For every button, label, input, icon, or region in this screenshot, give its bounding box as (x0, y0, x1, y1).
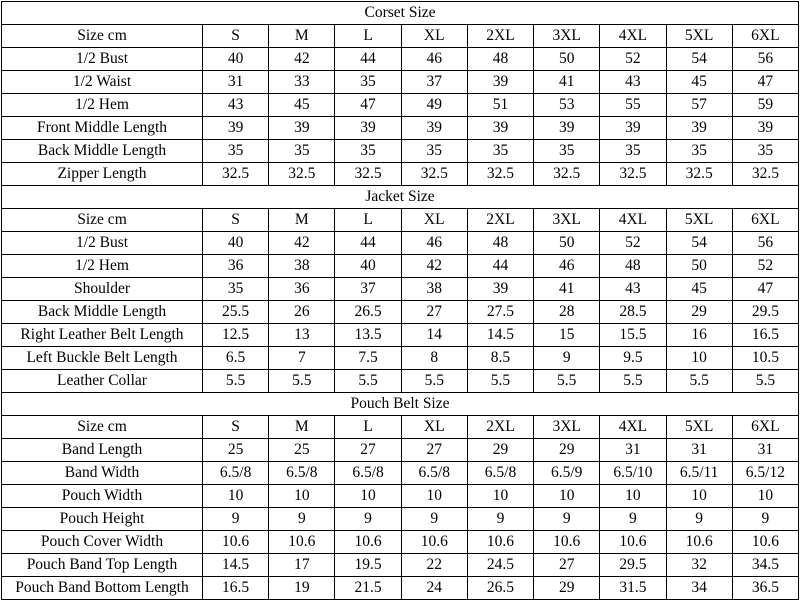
pouch-belt-size-header-row (2, 416, 799, 439)
measurement-cell: 39 (335, 117, 401, 140)
measurement-cell: 29.5 (600, 554, 666, 577)
measurement-cell: 35 (732, 140, 798, 163)
row-label: Back Middle Length (2, 301, 203, 324)
table-row (2, 347, 799, 370)
row-label: Zipper Length (2, 163, 203, 186)
column-header-unit: Size cm (2, 209, 203, 232)
measurement-cell: 50 (534, 232, 600, 255)
column-header-size: M (269, 416, 335, 439)
measurement-cell: 38 (401, 278, 467, 301)
measurement-cell: 9 (203, 508, 269, 531)
measurement-cell: 16 (666, 324, 732, 347)
measurement-cell: 13 (269, 324, 335, 347)
measurement-cell: 55 (600, 94, 666, 117)
measurement-cell: 43 (600, 278, 666, 301)
corset-size-title-row (2, 2, 799, 25)
measurement-cell: 31.5 (600, 577, 666, 600)
measurement-cell: 10 (732, 485, 798, 508)
measurement-cell: 9 (600, 508, 666, 531)
measurement-cell: 39 (732, 117, 798, 140)
table-row (2, 163, 799, 186)
column-header-size: 3XL (534, 416, 600, 439)
jacket-size-title: Jacket Size (2, 186, 799, 209)
measurement-cell: 6.5/12 (732, 462, 798, 485)
measurement-cell: 34 (666, 577, 732, 600)
measurement-cell: 6.5 (203, 347, 269, 370)
column-header-size: 2XL (467, 416, 533, 439)
measurement-cell: 52 (732, 255, 798, 278)
measurement-cell: 25 (203, 439, 269, 462)
measurement-cell: 54 (666, 48, 732, 71)
measurement-cell: 8 (401, 347, 467, 370)
measurement-cell: 50 (666, 255, 732, 278)
measurement-cell: 15.5 (600, 324, 666, 347)
measurement-cell: 52 (600, 232, 666, 255)
measurement-cell: 10 (401, 485, 467, 508)
measurement-cell: 46 (534, 255, 600, 278)
measurement-cell: 10.6 (401, 531, 467, 554)
table-row (2, 71, 799, 94)
column-header-size: 3XL (534, 25, 600, 48)
measurement-cell: 38 (269, 255, 335, 278)
measurement-cell: 10.6 (269, 531, 335, 554)
measurement-cell: 24.5 (467, 554, 533, 577)
column-header-unit: Size cm (2, 25, 203, 48)
corset-size-header-row (2, 25, 799, 48)
row-label: Right Leather Belt Length (2, 324, 203, 347)
corset-size-title: Corset Size (2, 2, 799, 25)
measurement-cell: 48 (600, 255, 666, 278)
table-row (2, 94, 799, 117)
measurement-cell: 10 (335, 485, 401, 508)
measurement-cell: 35 (401, 140, 467, 163)
measurement-cell: 36.5 (732, 577, 798, 600)
measurement-cell: 6.5/10 (600, 462, 666, 485)
measurement-cell: 32.5 (732, 163, 798, 186)
measurement-cell: 36 (269, 278, 335, 301)
measurement-cell: 10.6 (666, 531, 732, 554)
measurement-cell: 5.5 (269, 370, 335, 393)
column-header-size: XL (401, 25, 467, 48)
measurement-cell: 31 (203, 71, 269, 94)
column-header-size: 2XL (467, 25, 533, 48)
measurement-cell: 59 (732, 94, 798, 117)
measurement-cell: 40 (203, 232, 269, 255)
measurement-cell: 27 (401, 439, 467, 462)
column-header-size: 6XL (732, 209, 798, 232)
measurement-cell: 39 (467, 71, 533, 94)
measurement-cell: 31 (666, 439, 732, 462)
column-header-size: 5XL (666, 25, 732, 48)
table-row (2, 531, 799, 554)
column-header-size: 4XL (600, 416, 666, 439)
measurement-cell: 39 (600, 117, 666, 140)
measurement-cell: 45 (666, 278, 732, 301)
jacket-size-title-row (2, 186, 799, 209)
measurement-cell: 35 (600, 140, 666, 163)
measurement-cell: 40 (335, 255, 401, 278)
table-row (2, 462, 799, 485)
measurement-cell: 10 (600, 485, 666, 508)
measurement-cell: 8.5 (467, 347, 533, 370)
measurement-cell: 27.5 (467, 301, 533, 324)
column-header-size: 5XL (666, 416, 732, 439)
measurement-cell: 10.6 (600, 531, 666, 554)
row-label: Pouch Cover Width (2, 531, 203, 554)
row-label: Band Width (2, 462, 203, 485)
measurement-cell: 39 (534, 117, 600, 140)
column-header-size: 6XL (732, 416, 798, 439)
measurement-cell: 39 (666, 117, 732, 140)
measurement-cell: 43 (600, 71, 666, 94)
measurement-cell: 9 (269, 508, 335, 531)
row-label: Pouch Height (2, 508, 203, 531)
measurement-cell: 5.5 (534, 370, 600, 393)
measurement-cell: 10.6 (467, 531, 533, 554)
measurement-cell: 31 (732, 439, 798, 462)
measurement-cell: 35 (335, 140, 401, 163)
measurement-cell: 36 (203, 255, 269, 278)
measurement-cell: 47 (732, 71, 798, 94)
table-row (2, 255, 799, 278)
measurement-cell: 14.5 (203, 554, 269, 577)
measurement-cell: 17 (269, 554, 335, 577)
measurement-cell: 41 (534, 71, 600, 94)
measurement-cell: 54 (666, 232, 732, 255)
row-label: 1/2 Waist (2, 71, 203, 94)
measurement-cell: 9 (534, 508, 600, 531)
measurement-cell: 25 (269, 439, 335, 462)
measurement-cell: 42 (269, 48, 335, 71)
measurement-cell: 10.5 (732, 347, 798, 370)
pouch-belt-size-title-row (2, 393, 799, 416)
measurement-cell: 48 (467, 232, 533, 255)
pouch-belt-size-title: Pouch Belt Size (2, 393, 799, 416)
measurement-cell: 6.5/8 (401, 462, 467, 485)
measurement-cell: 10 (666, 485, 732, 508)
measurement-cell: 32.5 (534, 163, 600, 186)
measurement-cell: 35 (203, 278, 269, 301)
measurement-cell: 21.5 (335, 577, 401, 600)
measurement-cell: 6.5/8 (335, 462, 401, 485)
column-header-size: 5XL (666, 209, 732, 232)
table-row (2, 324, 799, 347)
measurement-cell: 28 (534, 301, 600, 324)
measurement-cell: 37 (401, 71, 467, 94)
measurement-cell: 27 (335, 439, 401, 462)
measurement-cell: 32.5 (666, 163, 732, 186)
measurement-cell: 32.5 (467, 163, 533, 186)
column-header-size: M (269, 209, 335, 232)
table-row (2, 554, 799, 577)
measurement-cell: 5.5 (666, 370, 732, 393)
measurement-cell: 10 (467, 485, 533, 508)
measurement-cell: 5.5 (203, 370, 269, 393)
column-header-size: L (335, 209, 401, 232)
measurement-cell: 10.6 (335, 531, 401, 554)
column-header-size: S (203, 416, 269, 439)
measurement-cell: 46 (401, 48, 467, 71)
measurement-cell: 5.5 (401, 370, 467, 393)
measurement-cell: 24 (401, 577, 467, 600)
measurement-cell: 16.5 (732, 324, 798, 347)
measurement-cell: 45 (666, 71, 732, 94)
measurement-cell: 7 (269, 347, 335, 370)
measurement-cell: 53 (534, 94, 600, 117)
table-row (2, 140, 799, 163)
measurement-cell: 6.5/8 (467, 462, 533, 485)
measurement-cell: 9 (335, 508, 401, 531)
measurement-cell: 32.5 (335, 163, 401, 186)
table-row (2, 48, 799, 71)
column-header-size: 4XL (600, 209, 666, 232)
measurement-cell: 19 (269, 577, 335, 600)
measurement-cell: 39 (269, 117, 335, 140)
measurement-cell: 47 (335, 94, 401, 117)
table-row (2, 577, 799, 600)
measurement-cell: 31 (600, 439, 666, 462)
measurement-cell: 50 (534, 48, 600, 71)
measurement-cell: 48 (467, 48, 533, 71)
row-label: Pouch Band Top Length (2, 554, 203, 577)
measurement-cell: 26 (269, 301, 335, 324)
measurement-cell: 9.5 (600, 347, 666, 370)
measurement-cell: 13.5 (335, 324, 401, 347)
measurement-cell: 9 (401, 508, 467, 531)
measurement-cell: 14 (401, 324, 467, 347)
measurement-cell: 35 (203, 140, 269, 163)
measurement-cell: 9 (666, 508, 732, 531)
measurement-cell: 10 (666, 347, 732, 370)
row-label: Band Length (2, 439, 203, 462)
measurement-cell: 9 (534, 347, 600, 370)
measurement-cell: 39 (203, 117, 269, 140)
measurement-cell: 29 (534, 439, 600, 462)
row-label: Leather Collar (2, 370, 203, 393)
measurement-cell: 12.5 (203, 324, 269, 347)
measurement-cell: 32 (666, 554, 732, 577)
size-chart-table (1, 1, 799, 600)
measurement-cell: 25.5 (203, 301, 269, 324)
measurement-cell: 26.5 (335, 301, 401, 324)
measurement-cell: 10.6 (534, 531, 600, 554)
measurement-cell: 5.5 (732, 370, 798, 393)
measurement-cell: 51 (467, 94, 533, 117)
measurement-cell: 42 (401, 255, 467, 278)
measurement-cell: 32.5 (401, 163, 467, 186)
column-header-size: XL (401, 209, 467, 232)
measurement-cell: 57 (666, 94, 732, 117)
table-row (2, 370, 799, 393)
row-label: 1/2 Bust (2, 48, 203, 71)
measurement-cell: 29 (467, 439, 533, 462)
measurement-cell: 35 (269, 140, 335, 163)
table-row (2, 485, 799, 508)
measurement-cell: 27 (401, 301, 467, 324)
column-header-size: S (203, 209, 269, 232)
table-row (2, 278, 799, 301)
measurement-cell: 33 (269, 71, 335, 94)
column-header-size: 2XL (467, 209, 533, 232)
measurement-cell: 42 (269, 232, 335, 255)
measurement-cell: 49 (401, 94, 467, 117)
column-header-size: 3XL (534, 209, 600, 232)
row-label: Pouch Band Bottom Length (2, 577, 203, 600)
size-chart-body (2, 2, 799, 600)
measurement-cell: 27 (534, 554, 600, 577)
measurement-cell: 15 (534, 324, 600, 347)
measurement-cell: 10.6 (732, 531, 798, 554)
measurement-cell: 19.5 (335, 554, 401, 577)
measurement-cell: 35 (335, 71, 401, 94)
column-header-size: 4XL (600, 25, 666, 48)
measurement-cell: 56 (732, 48, 798, 71)
measurement-cell: 10 (534, 485, 600, 508)
column-header-size: S (203, 25, 269, 48)
measurement-cell: 29.5 (732, 301, 798, 324)
measurement-cell: 35 (467, 140, 533, 163)
row-label: 1/2 Bust (2, 232, 203, 255)
column-header-size: M (269, 25, 335, 48)
measurement-cell: 32.5 (203, 163, 269, 186)
measurement-cell: 47 (732, 278, 798, 301)
jacket-size-header-row (2, 209, 799, 232)
measurement-cell: 45 (269, 94, 335, 117)
measurement-cell: 5.5 (467, 370, 533, 393)
measurement-cell: 10 (203, 485, 269, 508)
column-header-unit: Size cm (2, 416, 203, 439)
measurement-cell: 41 (534, 278, 600, 301)
measurement-cell: 16.5 (203, 577, 269, 600)
measurement-cell: 40 (203, 48, 269, 71)
measurement-cell: 29 (534, 577, 600, 600)
measurement-cell: 14.5 (467, 324, 533, 347)
measurement-cell: 26.5 (467, 577, 533, 600)
table-row (2, 301, 799, 324)
measurement-cell: 32.5 (269, 163, 335, 186)
row-label: Left Buckle Belt Length (2, 347, 203, 370)
row-label: Shoulder (2, 278, 203, 301)
measurement-cell: 7.5 (335, 347, 401, 370)
measurement-cell: 44 (335, 232, 401, 255)
column-header-size: 6XL (732, 25, 798, 48)
measurement-cell: 44 (467, 255, 533, 278)
measurement-cell: 39 (467, 117, 533, 140)
row-label: Pouch Width (2, 485, 203, 508)
table-row (2, 439, 799, 462)
measurement-cell: 29 (666, 301, 732, 324)
measurement-cell: 28.5 (600, 301, 666, 324)
measurement-cell: 5.5 (335, 370, 401, 393)
row-label: Front Middle Length (2, 117, 203, 140)
table-row (2, 508, 799, 531)
column-header-size: XL (401, 416, 467, 439)
table-row (2, 232, 799, 255)
measurement-cell: 35 (534, 140, 600, 163)
measurement-cell: 39 (467, 278, 533, 301)
table-row (2, 117, 799, 140)
measurement-cell: 44 (335, 48, 401, 71)
measurement-cell: 46 (401, 232, 467, 255)
column-header-size: L (335, 25, 401, 48)
measurement-cell: 9 (467, 508, 533, 531)
measurement-cell: 6.5/9 (534, 462, 600, 485)
measurement-cell: 5.5 (600, 370, 666, 393)
measurement-cell: 22 (401, 554, 467, 577)
measurement-cell: 6.5/8 (203, 462, 269, 485)
measurement-cell: 10 (269, 485, 335, 508)
row-label: 1/2 Hem (2, 255, 203, 278)
measurement-cell: 32.5 (600, 163, 666, 186)
row-label: Back Middle Length (2, 140, 203, 163)
row-label: 1/2 Hem (2, 94, 203, 117)
measurement-cell: 6.5/11 (666, 462, 732, 485)
column-header-size: L (335, 416, 401, 439)
measurement-cell: 10.6 (203, 531, 269, 554)
measurement-cell: 52 (600, 48, 666, 71)
measurement-cell: 43 (203, 94, 269, 117)
measurement-cell: 39 (401, 117, 467, 140)
measurement-cell: 37 (335, 278, 401, 301)
measurement-cell: 6.5/8 (269, 462, 335, 485)
measurement-cell: 56 (732, 232, 798, 255)
measurement-cell: 35 (666, 140, 732, 163)
measurement-cell: 9 (732, 508, 798, 531)
measurement-cell: 34.5 (732, 554, 798, 577)
